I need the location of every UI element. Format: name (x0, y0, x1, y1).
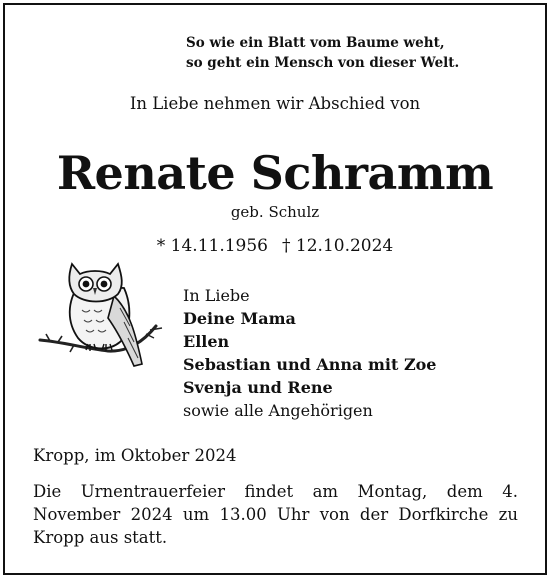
death-date: † 12.10.2024 (282, 236, 394, 256)
maiden-name: geb. Schulz (230, 203, 320, 221)
mourners-list (183, 284, 436, 422)
mourners-closing: sowie alle Angehörigen (183, 401, 373, 420)
mourner-line: Svenja und Rene (183, 378, 333, 397)
place-and-date: Kropp, im Oktober 2024 (33, 446, 237, 465)
life-dates (0, 236, 550, 256)
motto-line-2: so geht ein Mensch von dieser Welt. (186, 55, 460, 71)
owl-icon (38, 256, 168, 376)
funeral-service-info: Die Urnentrauerfeier findet am Montag, dem 4. November 2024 um 13.00 Uhr von der Dorfkirche zu Kropp aus statt. (33, 482, 518, 547)
mourner-line: Sebastian und Anna mit Zoe (183, 355, 437, 374)
motto-verse (186, 33, 459, 73)
motto-line-1: So wie ein Blatt vom Baume weht, (186, 35, 445, 51)
farewell-intro: In Liebe nehmen wir Abschied von (129, 94, 421, 113)
deceased-name: Renate Schramm (56, 146, 494, 200)
mourner-line: Ellen (183, 332, 230, 351)
mourner-line: Deine Mama (183, 309, 296, 328)
birth-date: * 14.11.1956 (156, 236, 268, 256)
mourners-intro: In Liebe (183, 286, 250, 305)
